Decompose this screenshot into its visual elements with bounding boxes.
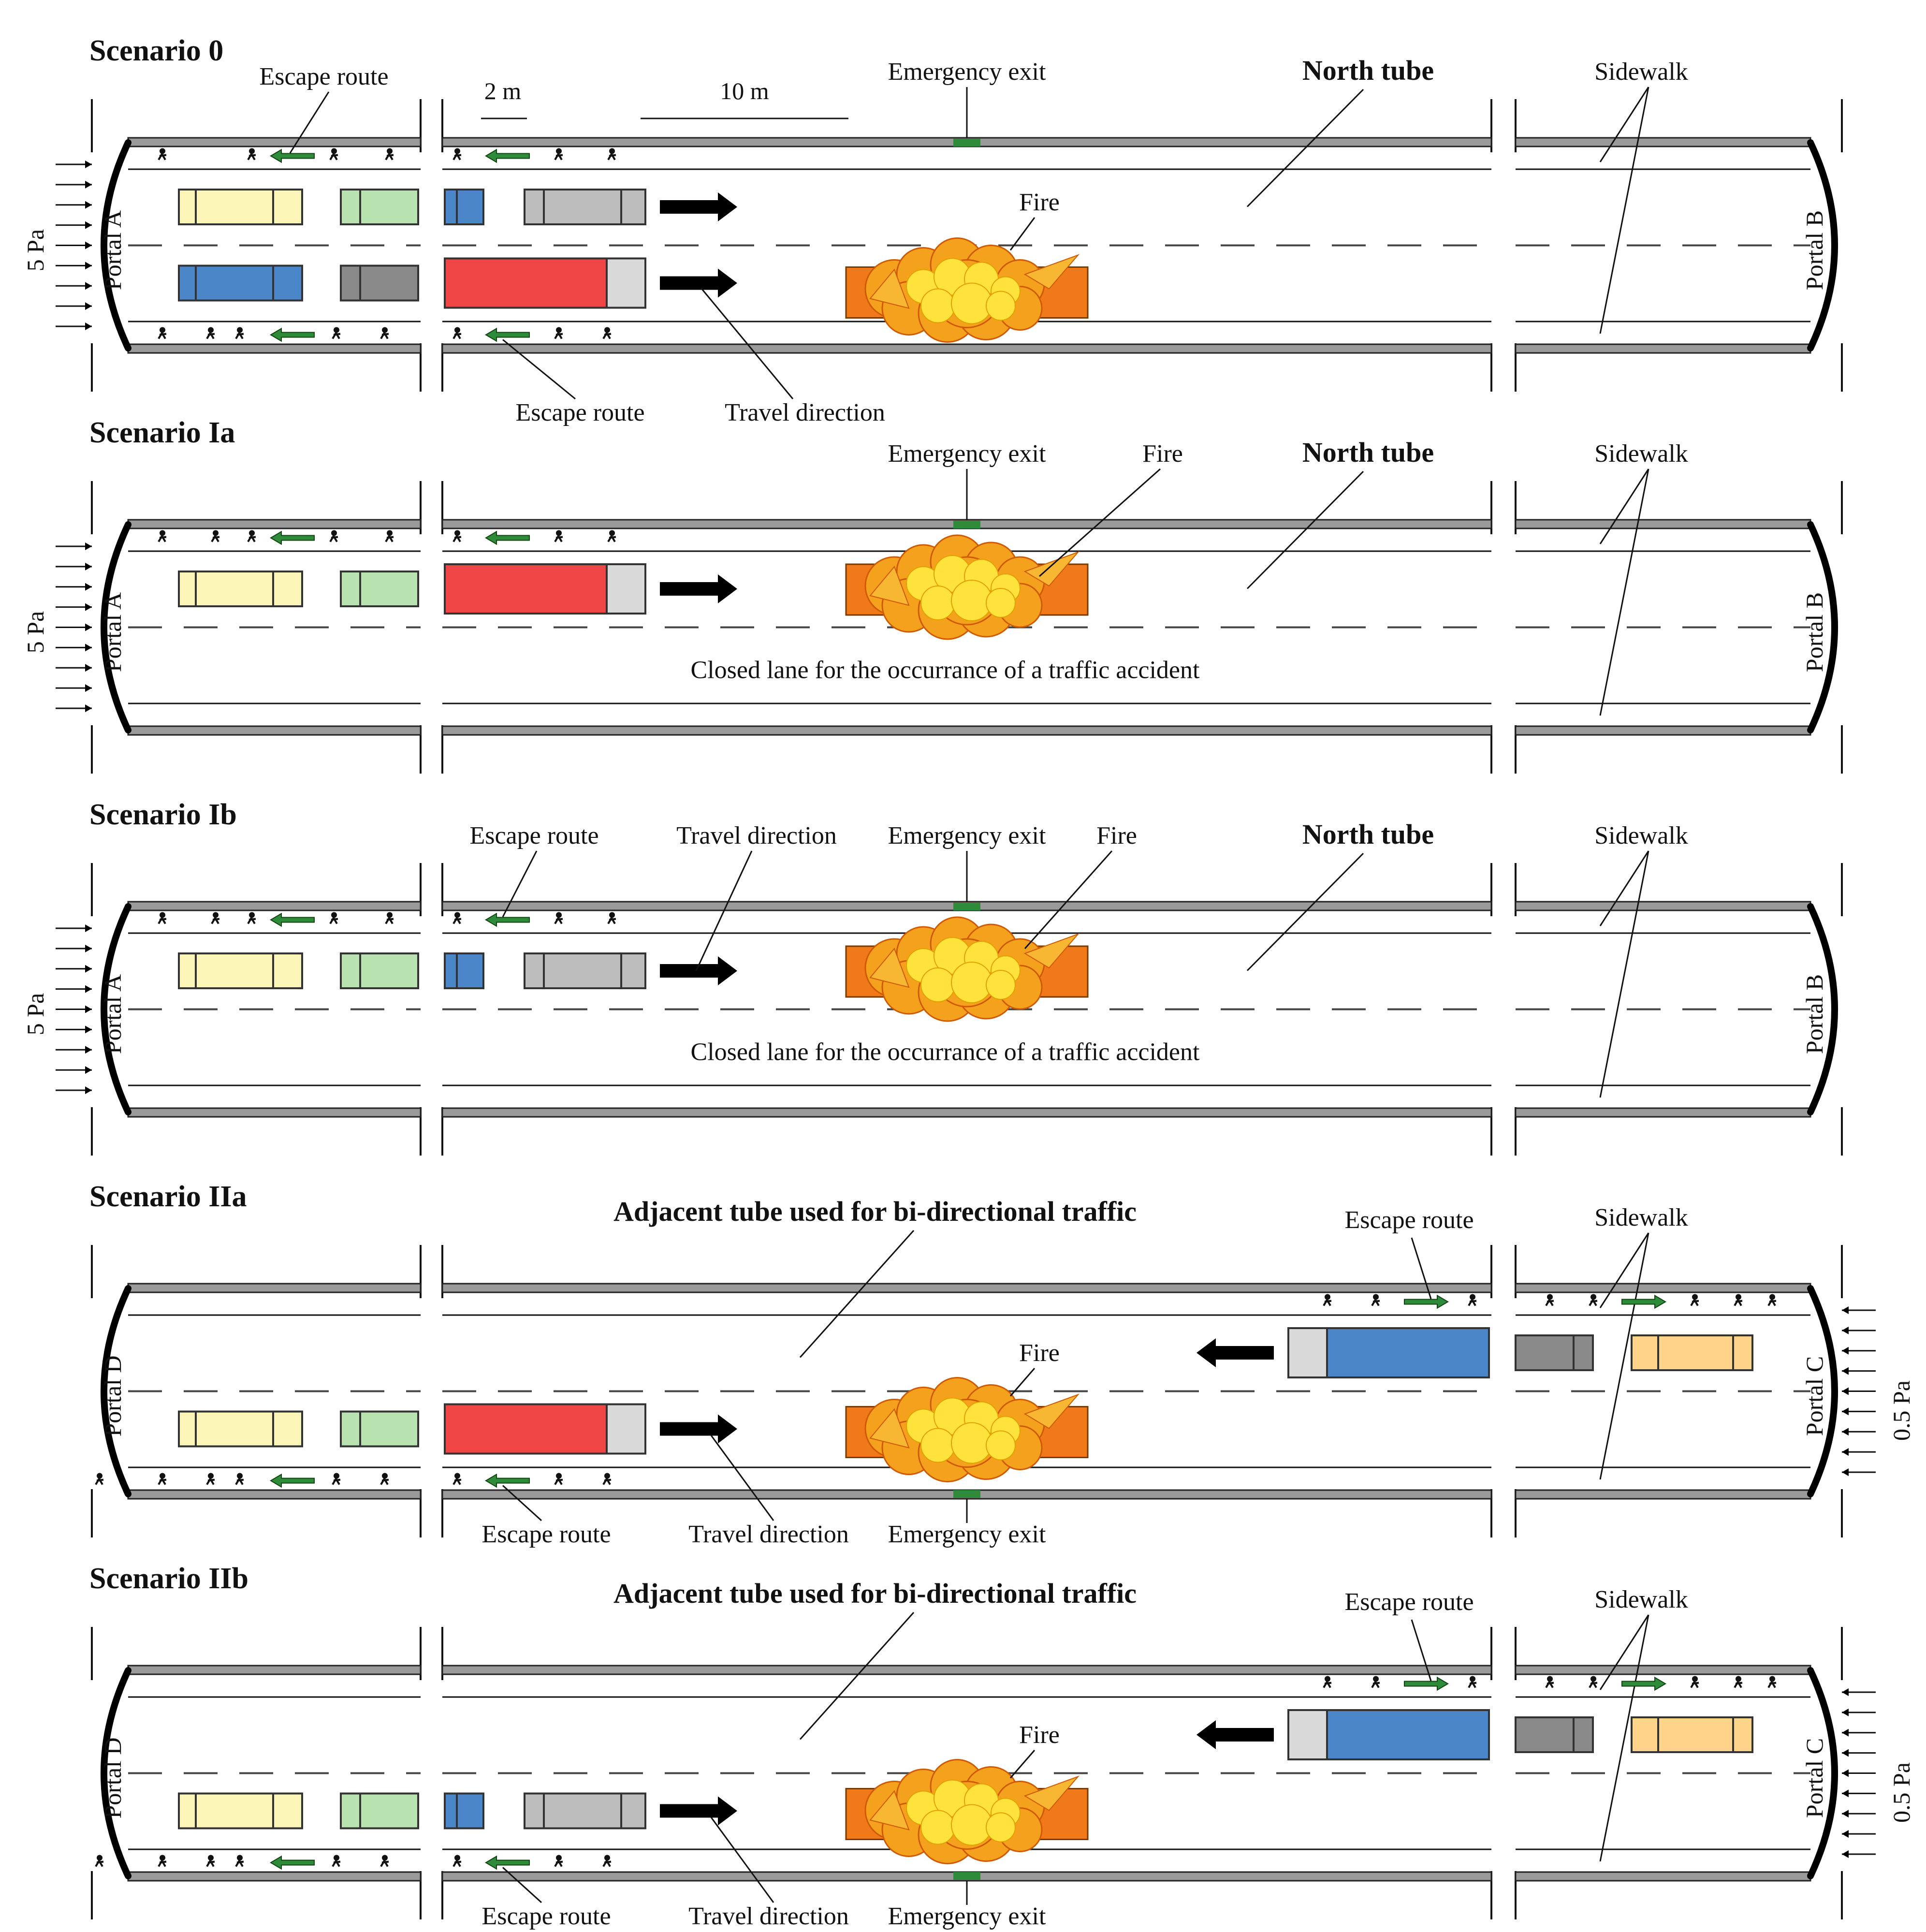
person-icon [1324, 1294, 1331, 1306]
sidewalk-label: Sidewalk [1594, 1204, 1688, 1231]
person-icon [159, 530, 166, 542]
escape-route-label: Escape route [482, 1521, 611, 1548]
leader-line [800, 1230, 914, 1358]
person-icon [1324, 1676, 1331, 1688]
car-darkgrey [341, 266, 418, 301]
tube-wall [1516, 1284, 1810, 1292]
tube-label: North tube [1302, 55, 1434, 86]
car-blue [179, 266, 302, 301]
person-icon [1469, 1294, 1476, 1306]
pressure-label: 5 Pa [22, 611, 49, 654]
person-icon [207, 1473, 215, 1485]
car-blue [445, 1794, 483, 1829]
sidewalk-label: Sidewalk [1594, 58, 1688, 86]
person-icon [555, 1473, 563, 1485]
person-icon [1590, 1676, 1597, 1688]
escape-route-label: Escape route [1344, 1588, 1474, 1616]
sidewalk-label: Sidewalk [1594, 822, 1688, 849]
tube-wall [128, 726, 421, 735]
tube-wall [128, 344, 421, 353]
travel-arrow-icon [1196, 1338, 1274, 1367]
person-icon [555, 912, 563, 924]
person-icon [159, 1855, 166, 1867]
leader-line [1025, 851, 1112, 949]
car-darkgrey [1516, 1335, 1593, 1370]
car-orange [1632, 1335, 1752, 1370]
emergency-exit-label: Emergency exit [888, 822, 1046, 849]
tube-wall [1516, 520, 1810, 528]
escape-arrow-icon [271, 150, 314, 162]
closed-lane-label: Closed lane for the occurrance of a traffic accident [690, 1038, 1200, 1066]
leader-line [1247, 853, 1363, 971]
escape-arrow-icon [271, 532, 314, 544]
person-icon [555, 148, 563, 160]
tube-label: Adjacent tube used for bi-directional traffic [613, 1196, 1137, 1227]
person-icon [330, 912, 338, 924]
person-icon [555, 327, 563, 339]
pressure-arrow-icon [56, 161, 92, 330]
van-grey [525, 190, 645, 224]
truck-blue [1288, 1710, 1489, 1759]
scenario-title: Scenario 0 [89, 34, 224, 67]
travel-arrow-icon [660, 956, 737, 985]
person-icon [381, 327, 389, 339]
travel-arrow-icon [660, 1415, 737, 1444]
escape-arrow-icon [486, 150, 529, 162]
tube-wall [442, 726, 1491, 735]
pressure-arrow-icon [1842, 1306, 1876, 1476]
right-portal-label: Portal B [1801, 210, 1828, 291]
car-green [341, 190, 418, 224]
scenario-panel [22, 34, 1842, 426]
fire-label: Fire [1142, 440, 1183, 468]
leader-line [1247, 471, 1363, 589]
pressure-label: 0.5 Pa [1888, 1380, 1915, 1441]
travel-arrow-icon [660, 192, 737, 221]
left-portal-label: Portal A [99, 592, 126, 673]
emergency-exit-label: Emergency exit [888, 440, 1046, 468]
tube-wall [1516, 1108, 1810, 1117]
tube-wall [128, 902, 421, 910]
person-icon [333, 1855, 340, 1867]
person-icon [1735, 1294, 1742, 1306]
tube-label: North tube [1302, 819, 1434, 850]
person-icon [453, 148, 461, 160]
escape-route-label: Escape route [1344, 1206, 1474, 1234]
car-blue [445, 190, 483, 224]
tube-label: North tube [1302, 437, 1434, 468]
travel-arrow-icon [660, 1797, 737, 1826]
person-icon [330, 148, 338, 160]
person-icon [1469, 1676, 1476, 1688]
person-icon [453, 327, 461, 339]
pressure-label: 0.5 Pa [1888, 1762, 1915, 1823]
person-icon [386, 148, 394, 160]
person-icon [453, 1473, 461, 1485]
person-icon [453, 530, 461, 542]
closed-lane-label: Closed lane for the occurrance of a traffic accident [690, 656, 1200, 684]
emergency-exit-label: Emergency exit [888, 1521, 1046, 1548]
escape-arrow-icon [1404, 1296, 1448, 1308]
person-icon [608, 530, 616, 542]
right-portal-label: Portal B [1801, 592, 1828, 673]
travel-arrow-icon [660, 269, 737, 298]
fire-icon [846, 238, 1088, 342]
escape-arrow-icon [486, 1857, 529, 1869]
person-icon [453, 1855, 461, 1867]
tube-wall [128, 138, 421, 146]
car-yellow [179, 1412, 302, 1447]
escape-arrow-icon [486, 532, 529, 544]
person-icon [207, 327, 215, 339]
person-icon [236, 327, 244, 339]
tube-wall [1516, 1872, 1810, 1881]
scenario-title: Scenario Ia [89, 416, 235, 449]
travel-arrow-icon [1196, 1720, 1274, 1749]
person-icon [248, 912, 256, 924]
person-icon [96, 1855, 103, 1867]
scenario-title: Scenario Ib [89, 798, 237, 831]
tube-wall [1516, 726, 1810, 735]
leader-line [800, 1612, 914, 1740]
tube-wall [1516, 1666, 1810, 1674]
person-icon [603, 327, 611, 339]
car-green [341, 1412, 418, 1447]
person-icon [236, 1855, 244, 1867]
truck-red [445, 1405, 645, 1454]
person-icon [236, 1473, 244, 1485]
leader-line [701, 288, 793, 399]
tube-wall [442, 1284, 1491, 1292]
person-icon [381, 1473, 389, 1485]
car-blue [445, 953, 483, 988]
person-icon [330, 530, 338, 542]
fire-icon [846, 1760, 1088, 1864]
person-icon [248, 530, 256, 542]
car-green [341, 1794, 418, 1829]
pressure-arrow-icon [1842, 1688, 1876, 1858]
person-icon [1372, 1676, 1380, 1688]
travel-direction-label: Travel direction [688, 1521, 849, 1548]
leader-line [711, 1817, 773, 1903]
person-icon [96, 1473, 103, 1485]
person-icon [1735, 1676, 1742, 1688]
left-portal-label: Portal A [99, 974, 126, 1054]
left-portal-label: Portal D [99, 1737, 126, 1819]
right-portal-label: Portal C [1801, 1356, 1828, 1436]
escape-route-label: Escape route [469, 822, 599, 849]
escape-arrow-icon [271, 1475, 314, 1487]
person-icon [1768, 1676, 1776, 1688]
truck-blue [1288, 1328, 1489, 1377]
sidewalk-label: Sidewalk [1594, 440, 1688, 468]
escape-route-label: Escape route [515, 399, 645, 426]
car-orange [1632, 1717, 1752, 1752]
tube-wall [1516, 902, 1810, 910]
person-icon [555, 530, 563, 542]
van-grey [525, 1794, 645, 1829]
car-yellow [179, 953, 302, 988]
escape-arrow-icon [271, 1857, 314, 1869]
person-icon [453, 912, 461, 924]
emergency-exit-icon [953, 521, 980, 528]
pressure-label: 5 Pa [22, 229, 49, 272]
travel-direction-label: Travel direction [688, 1903, 849, 1930]
leader-line [711, 1435, 773, 1521]
truck-red [445, 564, 645, 614]
tube-wall [128, 1108, 421, 1117]
escape-arrow-icon [486, 1475, 529, 1487]
person-icon [248, 148, 256, 160]
escape-arrow-icon [271, 329, 314, 341]
tube-wall [442, 344, 1491, 353]
person-icon [207, 1855, 215, 1867]
emergency-exit-label: Emergency exit [888, 58, 1046, 86]
person-icon [159, 148, 166, 160]
person-icon [1372, 1294, 1380, 1306]
escape-arrow-icon [1622, 1296, 1665, 1308]
person-icon [159, 1473, 166, 1485]
scale-label-2m: 2 m [484, 77, 522, 104]
truck-red [445, 259, 645, 308]
tube-wall [128, 1490, 421, 1499]
emergency-exit-icon [953, 1872, 980, 1880]
person-icon [212, 530, 219, 542]
sidewalk-label: Sidewalk [1594, 1586, 1688, 1613]
car-yellow [179, 571, 302, 606]
person-icon [159, 327, 166, 339]
emergency-exit-icon [953, 139, 980, 146]
person-icon [386, 530, 394, 542]
escape-arrow-icon [271, 914, 314, 926]
person-icon [1768, 1294, 1776, 1306]
person-icon [333, 1473, 340, 1485]
person-icon [1546, 1676, 1554, 1688]
car-yellow [179, 190, 302, 224]
tube-wall [1516, 344, 1810, 353]
tube-wall [128, 1666, 421, 1674]
person-icon [212, 912, 219, 924]
tube-wall [1516, 138, 1810, 146]
fire-icon [846, 1378, 1088, 1482]
tube-wall [1516, 1490, 1810, 1499]
car-darkgrey [1516, 1717, 1593, 1752]
person-icon [1590, 1294, 1597, 1306]
van-grey [525, 953, 645, 988]
travel-arrow-icon [660, 574, 737, 603]
scenario-title: Scenario IIb [89, 1562, 248, 1595]
person-icon [608, 912, 616, 924]
fire-label: Fire [1019, 1339, 1060, 1367]
fire-label: Fire [1019, 1721, 1060, 1749]
person-icon [386, 912, 394, 924]
car-green [341, 953, 418, 988]
escape-arrow-icon [1404, 1678, 1448, 1690]
travel-direction-label: Travel direction [725, 399, 885, 426]
person-icon [159, 912, 166, 924]
scenario-panel [22, 416, 1842, 774]
escape-arrow-icon [1622, 1678, 1665, 1690]
person-icon [603, 1855, 611, 1867]
car-green [341, 571, 418, 606]
person-icon [608, 148, 616, 160]
person-icon [603, 1473, 611, 1485]
travel-direction-label: Travel direction [676, 822, 837, 849]
scenario-panel [89, 1180, 1915, 1548]
emergency-exit-icon [953, 1490, 980, 1498]
tube-wall [128, 1872, 421, 1881]
tube-label: Adjacent tube used for bi-directional traffic [613, 1578, 1137, 1609]
person-icon [333, 327, 340, 339]
scenario-title: Scenario IIa [89, 1180, 247, 1213]
person-icon [381, 1855, 389, 1867]
tube-wall [442, 1108, 1491, 1117]
fire-label: Fire [1096, 822, 1137, 849]
pressure-arrow-icon [56, 924, 92, 1094]
escape-arrow-icon [486, 914, 529, 926]
pressure-label: 5 Pa [22, 993, 49, 1036]
scale-label-10m: 10 m [720, 77, 769, 104]
leader-line [1247, 89, 1363, 207]
right-portal-label: Portal C [1801, 1738, 1828, 1818]
emergency-exit-icon [953, 903, 980, 910]
person-icon [1691, 1294, 1699, 1306]
tube-wall [442, 1666, 1491, 1674]
pressure-arrow-icon [56, 542, 92, 712]
emergency-exit-label: Emergency exit [888, 1903, 1046, 1930]
escape-route-label: Escape route [259, 63, 389, 90]
person-icon [1546, 1294, 1554, 1306]
car-yellow [179, 1794, 302, 1829]
right-portal-label: Portal B [1801, 974, 1828, 1054]
fire-label: Fire [1019, 189, 1060, 216]
tube-wall [128, 1284, 421, 1292]
person-icon [555, 1855, 563, 1867]
escape-route-label: Escape route [482, 1903, 611, 1930]
escape-arrow-icon [486, 329, 529, 341]
person-icon [1691, 1676, 1699, 1688]
tube-wall [128, 520, 421, 528]
left-portal-label: Portal D [99, 1355, 126, 1437]
left-portal-label: Portal A [99, 210, 126, 291]
scenario-panel [22, 798, 1842, 1156]
scenario-panel [89, 1562, 1915, 1930]
